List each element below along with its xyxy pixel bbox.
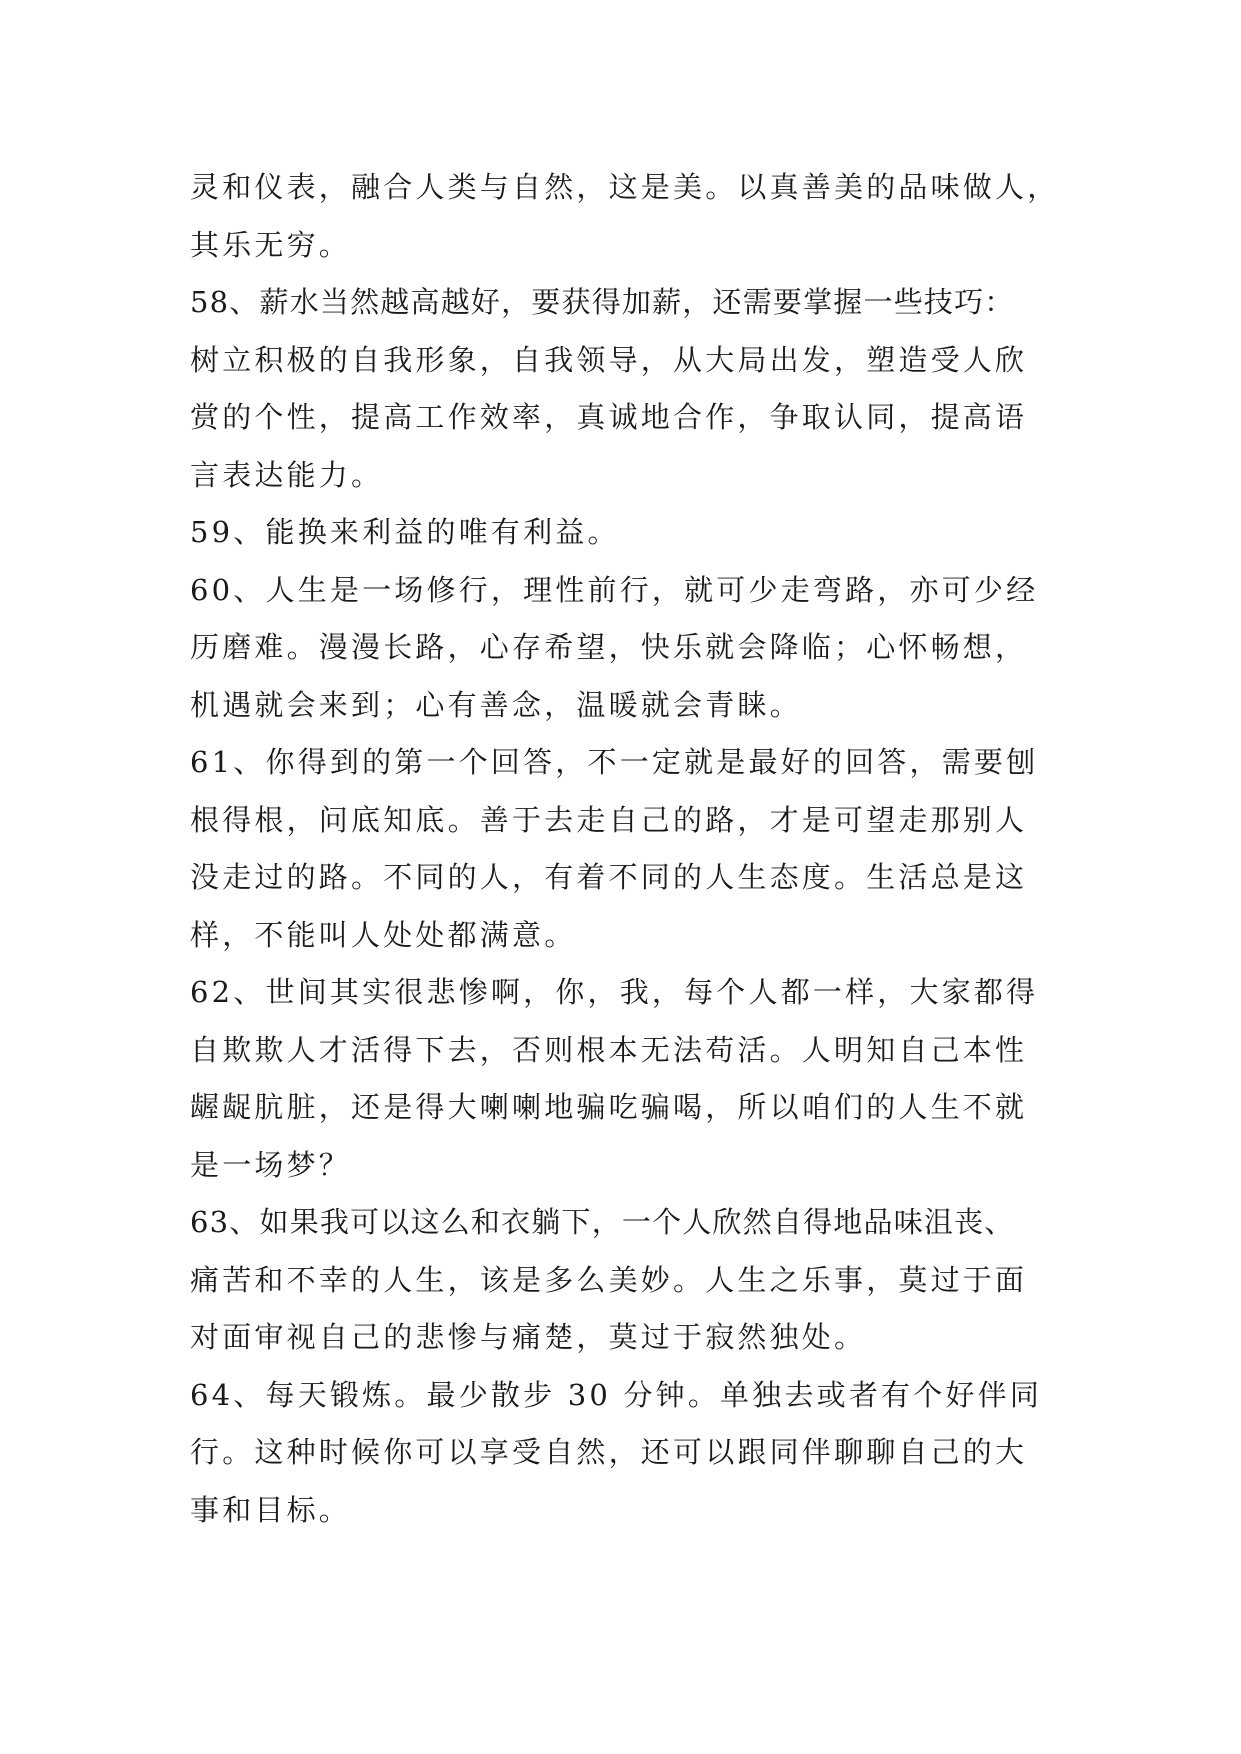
text-line: 对面审视自己的悲惨与痛楚，莫过于寂然独处。 bbox=[190, 1320, 867, 1354]
text-line: 61、你得到的第一个回答，不一定就是最好的回答，需要刨 bbox=[190, 745, 1039, 779]
text-line: 自欺欺人才活得下去，否则根本无法苟活。人明知自己本性 bbox=[190, 1032, 1028, 1067]
text-line: 样，不能叫人处处都满意。 bbox=[190, 917, 577, 952]
body-text bbox=[190, 159, 1090, 1539]
text-line: 58、薪水当然越高越好，要获得加薪，还需要掌握一些技巧： bbox=[190, 285, 1015, 319]
text-line: 59、能换来利益的唯有利益。 bbox=[190, 515, 620, 549]
text-line: 行。这种时候你可以享受自然，还可以跟同伴聊聊自己的大 bbox=[190, 1435, 1028, 1469]
text-line: 60、人生是一场修行，理性前行，就可少走弯路，亦可少经 bbox=[190, 572, 1039, 607]
text-line: 痛苦和不幸的人生，该是多么美妙。人生之乐事，莫过于面 bbox=[190, 1262, 1028, 1297]
text-line: 事和目标。 bbox=[190, 1492, 352, 1527]
text-line: 历磨难。漫漫长路，心存希望，快乐就会降临；心怀畅想， bbox=[190, 630, 1028, 664]
text-line: 龌龊肮脏，还是得大喇喇地骗吃骗喝，所以咱们的人生不就 bbox=[190, 1090, 1028, 1124]
text-line: 63、如果我可以这么和衣躺下，一个人欣然自得地品味沮丧、 bbox=[190, 1205, 1015, 1239]
text-line: 是一场梦？ bbox=[190, 1147, 352, 1182]
text-line: 62、世间其实很悲惨啊，你，我，每个人都一样，大家都得 bbox=[190, 975, 1039, 1009]
text-line: 机遇就会来到；心有善念，温暖就会青睐。 bbox=[190, 687, 802, 722]
text-line: 树立积极的自我形象，自我领导，从大局出发，塑造受人欣 bbox=[190, 342, 1028, 377]
text-line: 根得根，问底知底。善于去走自己的路，才是可望走那别人 bbox=[190, 802, 1028, 837]
text-line: 没走过的路。不同的人，有着不同的人生态度。生活总是这 bbox=[190, 860, 1028, 894]
text-line: 灵和仪表，融合人类与自然，这是美。以真善美的品味做人， bbox=[190, 170, 1060, 204]
text-line: 64、每天锻炼。最少散步 30 分钟。单独去或者有个好伴同 bbox=[190, 1377, 1043, 1412]
text-line: 言表达能力。 bbox=[190, 457, 384, 492]
text-line: 其乐无穷。 bbox=[190, 227, 352, 262]
text-line: 赏的个性，提高工作效率，真诚地合作，争取认同，提高语 bbox=[190, 400, 1028, 434]
